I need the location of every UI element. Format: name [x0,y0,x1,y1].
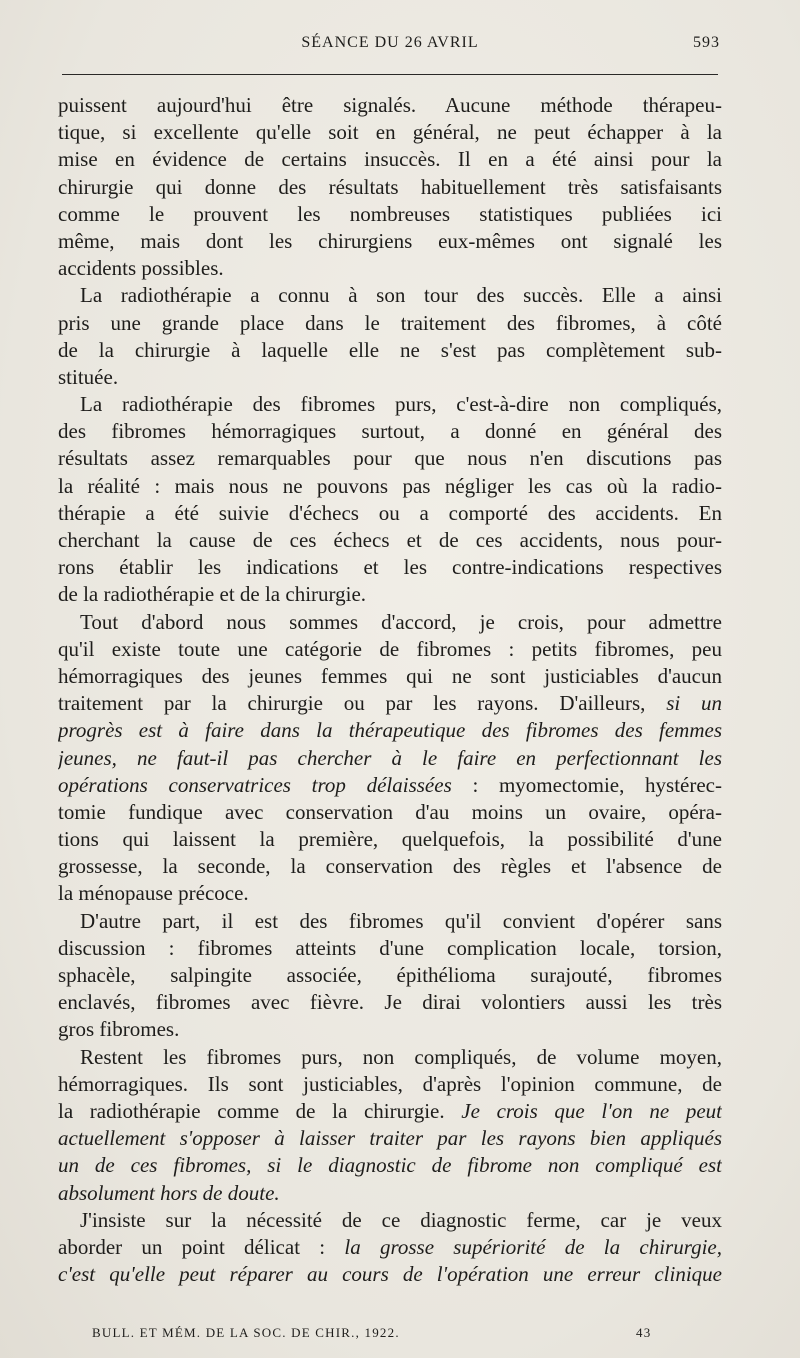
page-number: 593 [693,34,720,51]
italic-span: Je crois que l'on ne peut [461,1098,722,1123]
running-title: SÉANCE DU 26 AVRIL [301,34,479,51]
text-line: puissent aujourd'hui être signalés. Aucune méthode thérapeu- [58,93,722,117]
italic-span: si un [666,691,722,716]
text-span: la radiothérapie comme de la chirurgie. [58,1098,445,1123]
italic-line: absolument hors de doute. [58,1180,280,1205]
text-line: de la radiothérapie et de la chirurgie. [58,582,367,607]
paragraph-2 [58,282,722,391]
italic-line: c'est qu'elle peut réparer au cours de l'opération une erreur clinique [58,1262,722,1287]
text-line: mise en évidence de certains insuccès. Il en a été ainsi pour la [58,147,722,172]
paragraph-5 [58,908,722,1044]
italic-span: la grosse supériorité de la chirurgie, [344,1234,722,1259]
text-line: La radiothérapie a connu à son tour des succès. Elle a ainsi [80,283,722,308]
italic-span: opérations conservatrices trop délaissées [58,772,452,797]
text-line: enclavés, fibromes avec fièvre. Je dirai volontiers aussi les très [58,990,722,1015]
text-line: la ménopause précoce. [58,881,249,906]
paragraph-4 [58,609,722,908]
text-line: hémorragiques des jeunes femmes qui ne sont justiciables d'aucun [58,663,722,688]
paragraph-6 [58,1044,722,1207]
text-line [58,1234,722,1261]
text-span: traitement par la chirurgie ou par les rayons. D'ailleurs, [58,691,646,716]
text-line: comme le prouvent les nombreuses statistiques publiées ici [58,201,722,226]
text-line: tique, si excellente qu'elle soit en général, ne peut échapper à la [58,120,722,145]
text-line: de la chirurgie à laquelle elle ne s'est pas complètement sub- [58,337,722,362]
text-line: tions qui laissent la première, quelquefois, la possibilité d'une [58,827,722,852]
text-line: accidents possibles. [58,256,224,281]
text-span: aborder un point délicat : [58,1234,326,1259]
header-rule [62,74,718,75]
text-line: stituée. [58,364,119,389]
text-line: J'insiste sur la nécessité de ce diagnostic ferme, car je veux [80,1207,722,1232]
text-line: hémorragiques. Ils sont justiciables, d'après l'opinion commune, de [58,1071,722,1096]
text-line: qu'il existe toute une catégorie de fibromes : petits fibromes, peu [58,636,722,661]
text-line: cherchant la cause de ces échecs et de ces accidents, nous pour- [58,528,722,552]
text-line: thérapie a été suivie d'échecs ou a comporté des accidents. En [58,500,722,525]
paragraph-1 [58,92,722,282]
text-line: tomie fundique avec conservation d'au moins un ovaire, opéra- [58,799,722,824]
running-header [60,34,720,58]
paragraph-3 [58,391,722,609]
text-line: rons établir les indications et les contre-indications respectives [58,555,722,580]
text-line [58,690,722,717]
text-line: même, mais dont les chirurgiens eux-mêmes ont signalé les [58,228,722,253]
text-line: la réalité : mais nous ne pouvons pas négliger les cas où la radio- [58,473,722,498]
text-line [58,1098,722,1125]
journal-footer: BULL. ET MÉM. DE LA SOC. DE CHIR., 1922. [92,1325,400,1340]
text-line [58,772,722,799]
text-line: D'autre part, il est des fibromes qu'il convient d'opérer sans [80,908,722,933]
text-line: discussion : fibromes atteints d'une complication locale, torsion, [58,935,722,960]
body-text [58,92,722,1288]
text-line: grossesse, la seconde, la conservation des règles et l'absence de [58,854,722,879]
text-line: sphacèle, salpingite associée, épithélioma surajouté, fibromes [58,963,722,987]
italic-line: progrès est à faire dans la thérapeutique des fibromes des femmes [58,718,722,743]
text-line: des fibromes hémorragiques surtout, a donné en général des [58,419,722,444]
paragraph-7 [58,1207,722,1289]
text-line: pris une grande place dans le traitement des fibromes, à côté [58,310,722,335]
italic-line: un de ces fibromes, si le diagnostic de fibrome non compliqué est [58,1153,722,1178]
italic-line: actuellement s'opposer à laisser traiter par les rayons bien appliqués [58,1126,722,1151]
text-line: gros fibromes. [58,1017,180,1042]
signature-mark: 43 [636,1325,652,1340]
text-line: chirurgie qui donne des résultats habituellement très satisfaisants [58,174,722,199]
text-span: : myomectomie, hystérec- [472,772,722,797]
italic-line: jeunes, ne faut-il pas chercher à le faire en perfectionnant les [58,745,722,770]
text-line: résultats assez remarquables pour que nous n'en discutions pas [58,446,722,471]
text-line: Tout d'abord nous sommes d'accord, je crois, pour admettre [80,609,722,634]
text-line: Restent les fibromes purs, non compliqués, de volume moyen, [80,1044,722,1069]
text-line: La radiothérapie des fibromes purs, c'est-à-dire non compliqués, [80,392,722,417]
